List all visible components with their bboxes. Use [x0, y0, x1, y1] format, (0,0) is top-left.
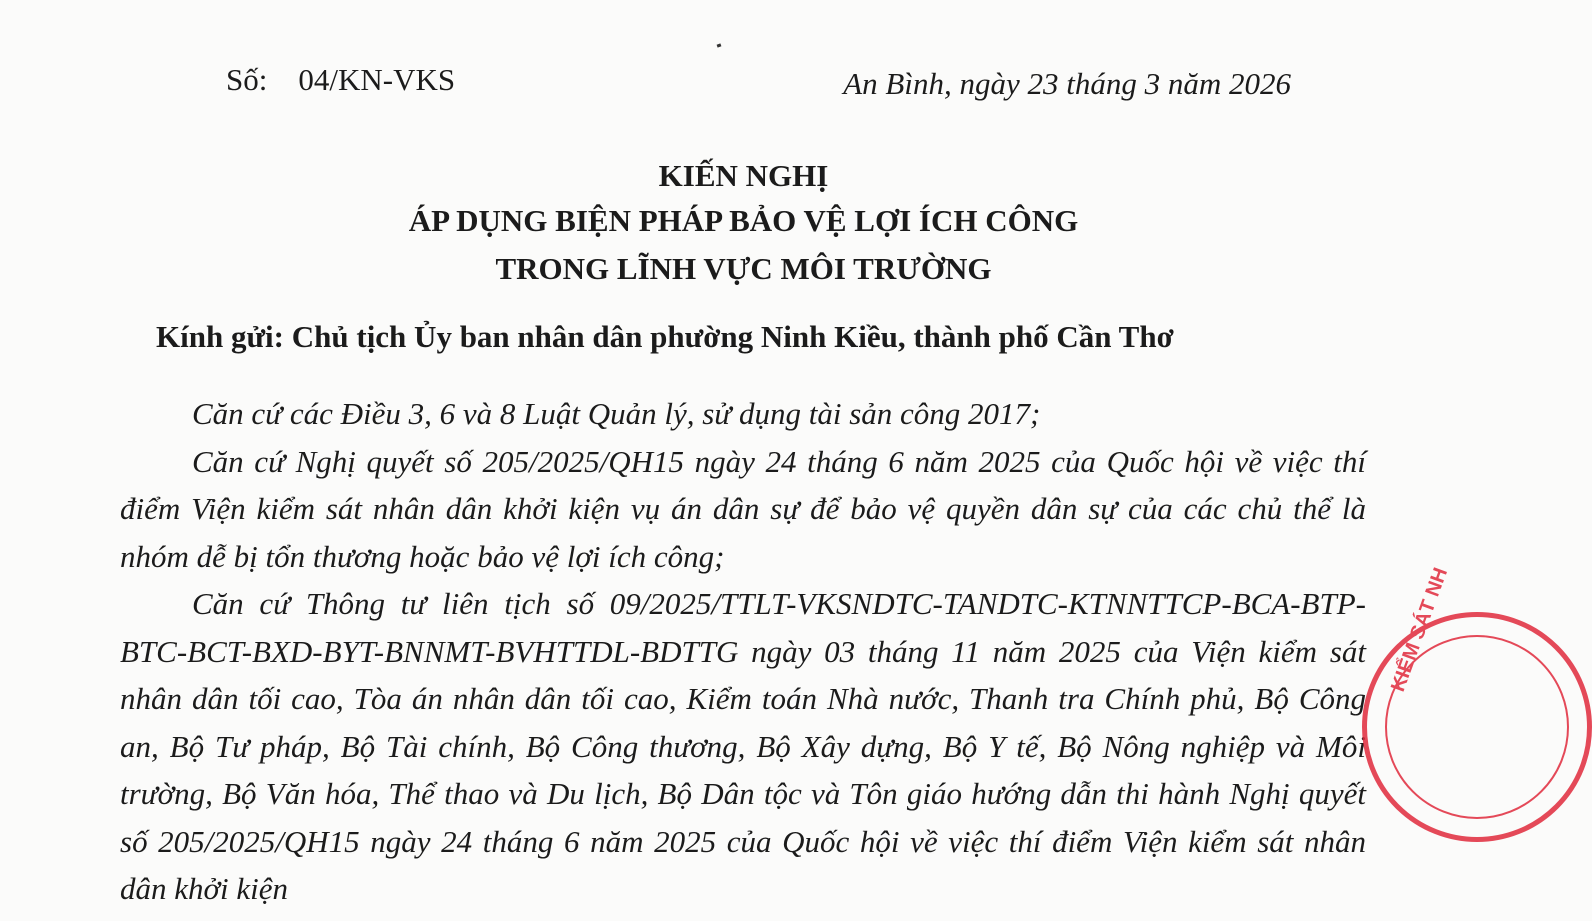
document-title: KIẾN NGHỊ	[658, 158, 829, 193]
official-seal-stamp	[1362, 564, 1592, 842]
place-and-date: An Bình, ngày 23 tháng 3 năm 2026	[843, 66, 1291, 101]
document-body	[120, 390, 1366, 913]
legal-basis-paragraph: Căn cứ Nghị quyết số 205/2025/QH15 ngày 24 tháng 6 năm 2025 của Quốc hội về việc thí điểm Viện kiểm sát nhân dân khởi kiện vụ án dân sự để bảo vệ quyền dân sự của các chủ thể là nhóm dễ bị tổn thương hoặc bảo vệ lợi ích công;	[120, 443, 1366, 574]
recipient-line: Kính gửi: Chủ tịch Ủy ban nhân dân phường Ninh Kiều, thành phố Cần Thơ	[156, 319, 1174, 354]
legal-basis-paragraph: Căn cứ các Điều 3, 6 và 8 Luật Quản lý, sử dụng tài sản công 2017;	[192, 396, 1041, 431]
document-subtitle-line-1: ÁP DỤNG BIỆN PHÁP BẢO VỆ LỢI ÍCH CÔNG	[408, 203, 1079, 238]
ink-mark	[717, 43, 722, 47]
legal-basis-paragraph: Căn cứ Thông tư liên tịch số 09/2025/TTLT-VKSNDTC-TANDTC-KTNNTTCP-BCA-BTP-BTC-BCT-BXD-BYT-BNNMT-BVHTTDL-BDTTG ngày 03 tháng 11 năm 2025 của Viện kiểm sát nhân dân tối cao, Tòa án nhân dân tối cao, Kiểm toán Nhà nước, Thanh tra Chính phủ, Bộ Công an, Bộ Tư pháp, Bộ Tài chính, Bộ Công thương, Bộ Xây dựng, Bộ Y tế, Bộ Nông nghiệp và Môi trường, Bộ Văn hóa, Thể thao và Du lịch, Bộ Dân tộc và Tôn giáo hướng dẫn thi hành Nghị quyết số 205/2025/QH15 ngày 24 tháng 6 năm 2025 của Quốc hội về việc thí điểm Viện kiểm sát nhân dân khởi kiện	[120, 586, 1366, 906]
document-subtitle-line-2: TRONG LĨNH VỰC MÔI TRƯỜNG	[495, 251, 992, 286]
document-number: Số: 04/KN-VKS	[226, 62, 456, 97]
seal-text: KIỂM SÁT NH	[1387, 564, 1453, 695]
